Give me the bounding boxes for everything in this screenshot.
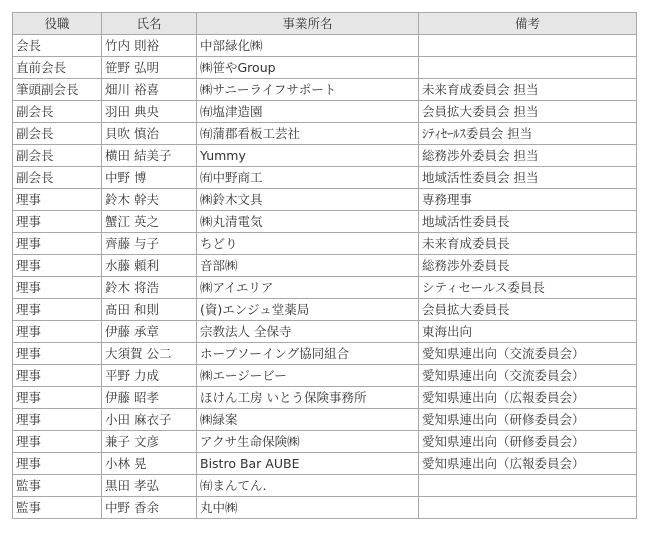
cell-note: 愛知県連出向（広報委員会） (419, 453, 637, 475)
cell-name: 伊藤 承章 (102, 321, 197, 343)
cell-role: 監事 (13, 497, 102, 519)
cell-office: 宗教法人 全保寺 (197, 321, 419, 343)
cell-role: 理事 (13, 211, 102, 233)
table-row (13, 123, 637, 145)
table-row (13, 35, 637, 57)
table-row (13, 299, 637, 321)
cell-role: 理事 (13, 431, 102, 453)
cell-office: アクサ生命保険㈱ (197, 431, 419, 453)
cell-note (419, 35, 637, 57)
cell-name: 小田 麻衣子 (102, 409, 197, 431)
cell-name: 笹野 弘明 (102, 57, 197, 79)
cell-note: 愛知県連出向（交流委員会） (419, 343, 637, 365)
cell-note: 未来育成委員会 担当 (419, 79, 637, 101)
column-header-name: 氏名 (102, 13, 197, 35)
cell-office: ちどり (197, 233, 419, 255)
cell-note: 地域活性委員会 担当 (419, 167, 637, 189)
cell-role: 理事 (13, 233, 102, 255)
cell-note (419, 57, 637, 79)
cell-office: ㈲中野商工 (197, 167, 419, 189)
cell-office: Yummy (197, 145, 419, 167)
cell-name: 伊藤 昭孝 (102, 387, 197, 409)
cell-role: 理事 (13, 255, 102, 277)
column-header-office: 事業所名 (197, 13, 419, 35)
cell-name: 小林 晃 (102, 453, 197, 475)
cell-note: 愛知県連出向（研修委員会） (419, 409, 637, 431)
cell-role: 理事 (13, 299, 102, 321)
cell-name: 中野 博 (102, 167, 197, 189)
cell-office: ㈱丸清電気 (197, 211, 419, 233)
table-row (13, 321, 637, 343)
cell-name: 蟹江 英之 (102, 211, 197, 233)
cell-note: 会員拡大委員長 (419, 299, 637, 321)
roster-body (13, 35, 637, 519)
cell-name: 平野 力成 (102, 365, 197, 387)
cell-office: ホープソーイング協同組合 (197, 343, 419, 365)
table-row (13, 387, 637, 409)
cell-note (419, 475, 637, 497)
table-row (13, 277, 637, 299)
table-row (13, 409, 637, 431)
cell-note: 未来育成委員長 (419, 233, 637, 255)
cell-note: 総務渉外委員会 担当 (419, 145, 637, 167)
cell-note: ｼﾃｨｾｰﾙｽ委員会 担当 (419, 123, 637, 145)
cell-office: ㈱エージービー (197, 365, 419, 387)
cell-note (419, 497, 637, 519)
table-row (13, 343, 637, 365)
cell-name: 鈴木 将浩 (102, 277, 197, 299)
cell-note: 東海出向 (419, 321, 637, 343)
cell-office: ㈱サニーライフサポート (197, 79, 419, 101)
cell-office: ㈱笹やGroup (197, 57, 419, 79)
cell-role: 理事 (13, 387, 102, 409)
cell-office: Bistro Bar AUBE (197, 453, 419, 475)
table-row (13, 57, 637, 79)
cell-role: 副会長 (13, 101, 102, 123)
cell-role: 会長 (13, 35, 102, 57)
cell-name: 竹内 則裕 (102, 35, 197, 57)
cell-name: 水藤 頼利 (102, 255, 197, 277)
header-row (13, 13, 637, 35)
cell-office: ㈲塩津造園 (197, 101, 419, 123)
cell-name: 中野 香余 (102, 497, 197, 519)
cell-office: ㈲まんてん. (197, 475, 419, 497)
cell-role: 直前会長 (13, 57, 102, 79)
cell-note: 愛知県連出向（広報委員会） (419, 387, 637, 409)
cell-name: 齊藤 与子 (102, 233, 197, 255)
cell-name: 貝吹 慎治 (102, 123, 197, 145)
cell-role: 理事 (13, 453, 102, 475)
cell-role: 理事 (13, 321, 102, 343)
table-row (13, 255, 637, 277)
table-row (13, 475, 637, 497)
cell-name: 畑川 裕喜 (102, 79, 197, 101)
cell-note: 地域活性委員長 (419, 211, 637, 233)
cell-role: 副会長 (13, 123, 102, 145)
cell-name: 髙田 和則 (102, 299, 197, 321)
cell-role: 理事 (13, 189, 102, 211)
table-row (13, 211, 637, 233)
cell-office: ほけん工房 いとう保険事務所 (197, 387, 419, 409)
cell-role: 副会長 (13, 145, 102, 167)
cell-note: シティセールス委員長 (419, 277, 637, 299)
cell-note: 総務渉外委員長 (419, 255, 637, 277)
table-row (13, 101, 637, 123)
cell-office: ㈱緑案 (197, 409, 419, 431)
cell-note: 愛知県連出向（研修委員会） (419, 431, 637, 453)
table-row (13, 431, 637, 453)
cell-office: ㈱アイエリア (197, 277, 419, 299)
cell-office: 丸中㈱ (197, 497, 419, 519)
cell-role: 理事 (13, 365, 102, 387)
cell-office: ㈱鈴木文具 (197, 189, 419, 211)
cell-role: 監事 (13, 475, 102, 497)
column-header-role: 役職 (13, 13, 102, 35)
cell-name: 大須賀 公二 (102, 343, 197, 365)
cell-role: 理事 (13, 409, 102, 431)
cell-name: 兼子 文彦 (102, 431, 197, 453)
table-row (13, 497, 637, 519)
table-row (13, 453, 637, 475)
table-row (13, 79, 637, 101)
table-row (13, 365, 637, 387)
cell-name: 羽田 典央 (102, 101, 197, 123)
column-header-note: 備考 (419, 13, 637, 35)
cell-note: 専務理事 (419, 189, 637, 211)
cell-role: 理事 (13, 343, 102, 365)
cell-role: 筆頭副会長 (13, 79, 102, 101)
table-row (13, 189, 637, 211)
cell-role: 副会長 (13, 167, 102, 189)
table-row (13, 167, 637, 189)
cell-name: 横田 結美子 (102, 145, 197, 167)
cell-office: 中部緑化㈱ (197, 35, 419, 57)
cell-role: 理事 (13, 277, 102, 299)
cell-name: 黒田 孝弘 (102, 475, 197, 497)
officer-roster-table (12, 12, 637, 519)
cell-note: 愛知県連出向（交流委員会） (419, 365, 637, 387)
cell-office: 音部㈱ (197, 255, 419, 277)
cell-note: 会員拡大委員会 担当 (419, 101, 637, 123)
cell-name: 鈴木 幹夫 (102, 189, 197, 211)
officer-roster-container (12, 12, 637, 519)
table-row (13, 145, 637, 167)
cell-office: ㈲蒲郡看板工芸社 (197, 123, 419, 145)
cell-office: (資)エンジュ堂薬局 (197, 299, 419, 321)
table-row (13, 233, 637, 255)
